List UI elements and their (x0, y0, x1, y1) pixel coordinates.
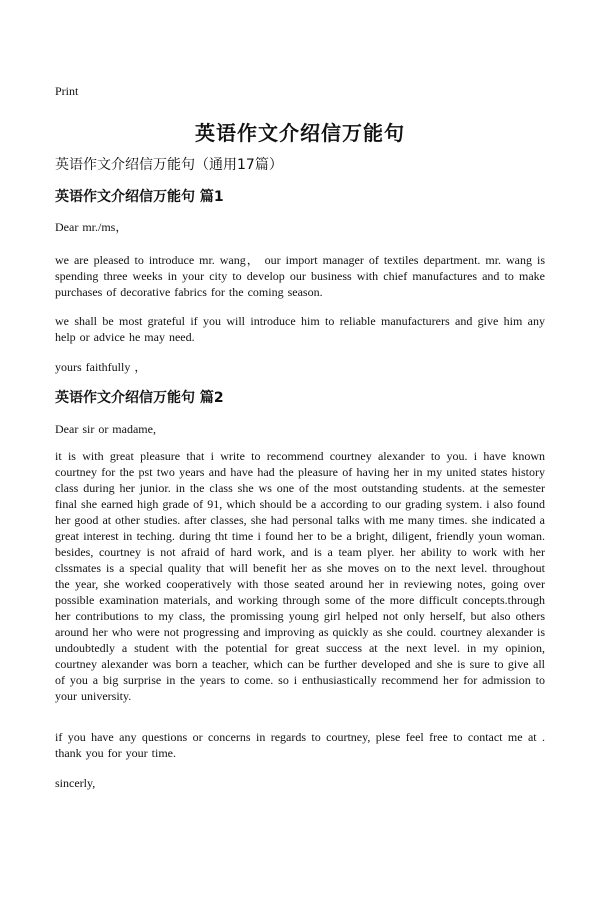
article2-greeting: Dear sir or madame, (55, 422, 156, 436)
article1-paragraph-1: we are pleased to introduce mr. wang， our import manager of textiles department. mr. wang is spending three weeks in your city to develop our business with chief manufactures and to make purchases of decorative fabrics for the coming season. (55, 253, 545, 299)
article1-greeting: Dear mr./ms， (55, 220, 128, 234)
article1-paragraph-2: we shall be most grateful if you will introduce him to reliable manufacturers and give him any help or advice he may need. (55, 314, 545, 344)
article2-heading: 英语作文介绍信万能句 篇2 (55, 390, 224, 406)
print-label: Print (55, 84, 79, 98)
article2-paragraph-1: it is with great pleasure that i write to recommend courtney alexander to you. i have known courtney for the pst two years and have had the pleasure of having her in my united states history class during her junior. in the class she ws one of the most outstanding students. at the semester final she earned high grade of 91, which should be a according to our grading system. i also found her good at other studies. after classes, she had personal talks with me many times. she indicated a great interest in teching. during tht time i found her to be a bright, diligent, friendly youn woman. besides, courtney is not afraid of hard work, and is a team plyer. her ability to work with her clssmates is a special quality that will benefit her as she moves on to the next level. throughout the year, she worked cooperatively with those seated around her in reviewing notes, going over possible examination materials, and working through some of the more difficult concepts.through her contributions to my class, the promissing young girl helped not only herself, but also others around her who were not progressing and improving as quickly as she could. courtney alexander is undoubtedly a student with the potential for great success at the next level. in my opinion, courtney alexander was born a teacher, which can be further developed and she is sure to give all of you a big surprise in the years to come. so i enthusiastically recommend her for admission to your university. (55, 449, 545, 703)
article1-closing: yours faithfully ， (55, 360, 147, 374)
article2-paragraph-2: if you have any questions or concerns in regards to courtney, plese feel free to contact me at . thank you for your time. (55, 730, 545, 760)
page-title: 英语作文介绍信万能句 (195, 121, 405, 145)
page-subtitle: 英语作文介绍信万能句（通用17篇） (55, 157, 283, 173)
article2-closing: sincerly, (55, 776, 96, 790)
article1-heading: 英语作文介绍信万能句 篇1 (55, 189, 224, 205)
